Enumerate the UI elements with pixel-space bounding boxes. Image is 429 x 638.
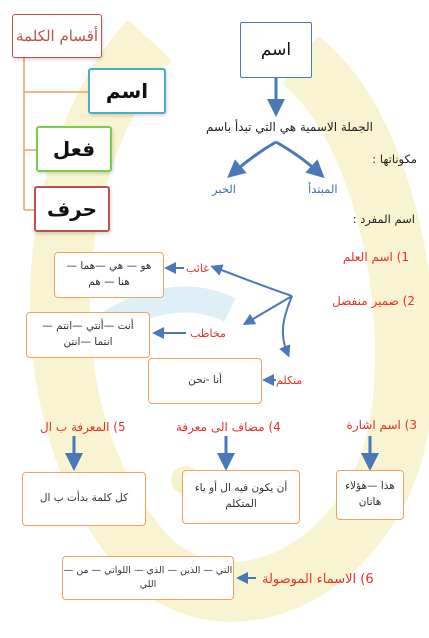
- tree-title: أقسام الكلمة: [15, 27, 99, 45]
- section-ishara: 3) اسم اشارة: [346, 418, 417, 432]
- section-mawsula: 6) الاسماء الموصولة: [262, 572, 374, 587]
- mudaf-box-line1: أن يكون فيه ال أو ياء: [194, 482, 288, 495]
- mutakallim-box-label: أنا -نحن: [188, 374, 222, 387]
- mudaf-box: [182, 470, 300, 524]
- khabar-label: الخبر: [212, 182, 236, 196]
- mudaf-box-line2: المتكلم: [225, 498, 257, 510]
- arrow-to-mubtada: [276, 142, 318, 172]
- section-alam: 1) اسم العلم: [342, 250, 409, 264]
- mubtada-label: المبتدأ: [308, 182, 338, 196]
- section-mudaf: 4) مضاف الى معرفة: [176, 420, 281, 434]
- mukhatab-label: مخاطب: [190, 327, 226, 340]
- definition-text: الجملة الاسمية هي التي تبدأ باسم: [206, 120, 373, 134]
- arrow-to-ghaib: [216, 268, 292, 296]
- mutakallim-box: [148, 358, 262, 404]
- tree-item-ism-label: اسم: [105, 79, 149, 103]
- ghaib-box-line1: هو — هي —هما —: [66, 260, 152, 273]
- tree-item-ism: [88, 68, 166, 114]
- marifa-box: [22, 472, 146, 526]
- ghaib-box-line2: هنا — هم: [88, 276, 130, 288]
- ishara-box-line2: هاتان: [358, 496, 382, 508]
- section-marifa: 5) المعرفة ب ال: [40, 420, 126, 434]
- ism-box: [240, 22, 312, 78]
- mufrad-label: اسم المفرد :: [352, 212, 415, 226]
- mukhatab-box-line2: انتما —انتن: [63, 336, 113, 348]
- ishara-box: [336, 470, 404, 520]
- tree-item-fiil: [36, 126, 112, 172]
- mukhatab-box: [26, 312, 150, 358]
- tree-title-box: [12, 14, 102, 58]
- tree-item-harf-label: حرف: [46, 197, 98, 221]
- ghaib-label: غائب: [186, 262, 209, 275]
- marifa-box-label: كل كلمة بدأت ب ال: [39, 492, 129, 505]
- mukhatab-box-line1: أنت —أنتي —انتم —: [42, 320, 134, 333]
- arrow-to-mutakallim: [283, 296, 292, 352]
- tree-item-fiil-label: فعل: [52, 137, 96, 161]
- ism-box-label: اسم: [260, 40, 292, 60]
- section-damir: 2) ضمير منفصل: [332, 294, 415, 308]
- tree-item-harf: [34, 186, 110, 232]
- arrow-to-khabar: [234, 142, 276, 172]
- mutakallim-label: متكلم: [276, 374, 303, 387]
- mawsula-box: [62, 556, 234, 600]
- components-label: مكوناتها :: [372, 152, 417, 166]
- ishara-box-line1: هذا —هؤلاء: [345, 480, 395, 493]
- ghaib-box: [54, 252, 164, 298]
- mawsula-box-label: التي — الذين — الذي — اللواتي — من —اللي: [63, 564, 233, 590]
